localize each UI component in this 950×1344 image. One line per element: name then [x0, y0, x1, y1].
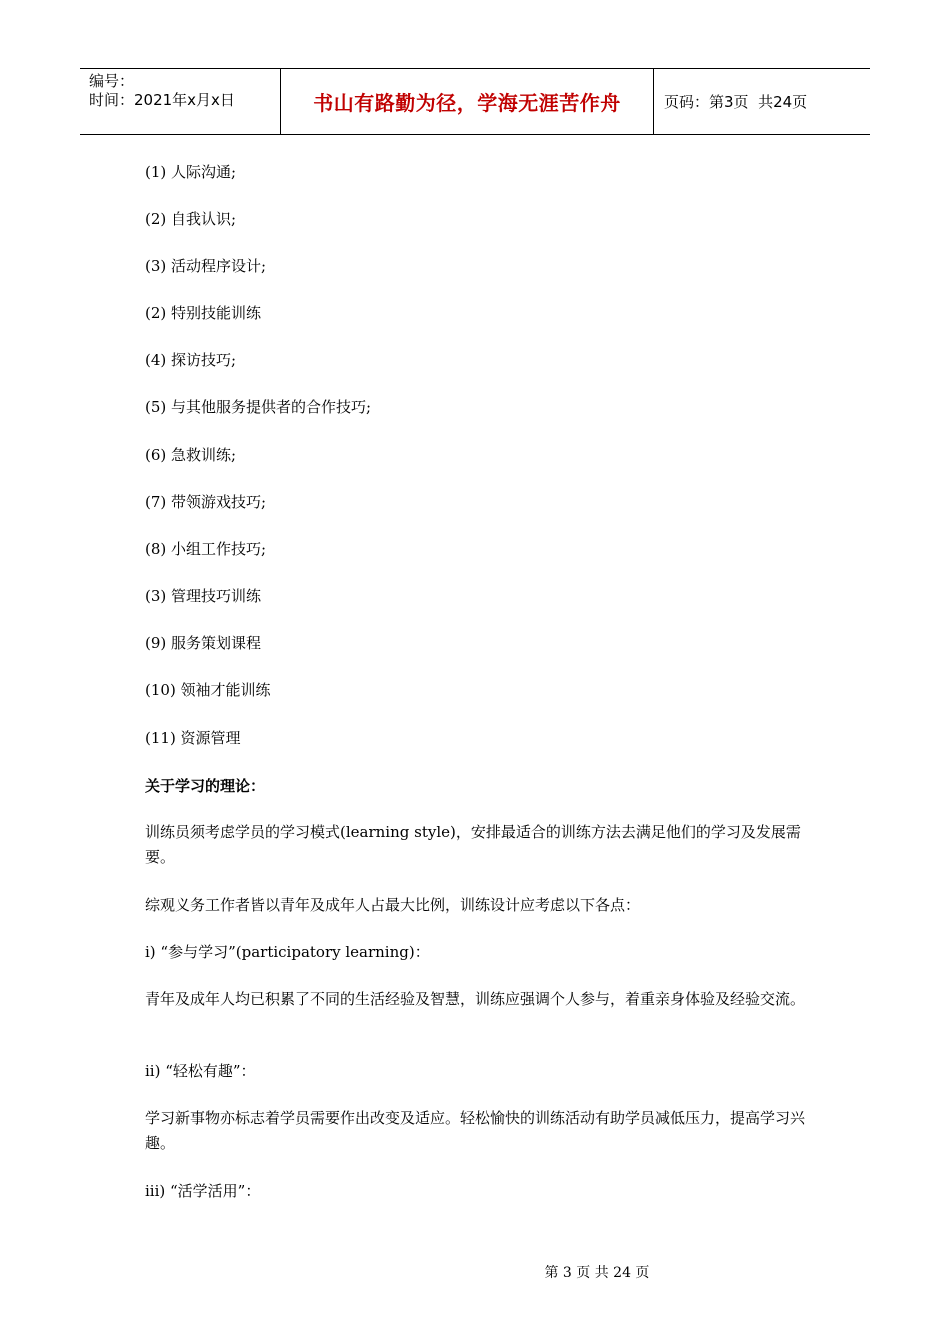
paragraph: 青年及成年人均已积累了不同的生活经验及智慧，训练应强调个人参与，着重亲身体验及经验交流。: [145, 990, 806, 1008]
list-item: (8) 小组工作技巧;: [145, 540, 267, 558]
list-item: (2) 特别技能训练: [145, 304, 262, 322]
section-heading: 关于学习的理论：: [145, 777, 266, 795]
list-item: (1) 人际沟通;: [145, 163, 237, 181]
header-page-info: 页码：第3页 共24页: [664, 93, 808, 111]
paragraph: 综观义务工作者皆以青年及成年人占最大比例，训练设计应考虑以下各点：: [145, 896, 641, 914]
list-item: (6) 急救训练;: [145, 446, 237, 464]
list-item: (11) 资源管理: [145, 729, 241, 747]
list-item: (3) 管理技巧训练: [145, 587, 262, 605]
paragraph: 学习新事物亦标志着学员需要作出改变及适应。轻松愉快的训练活动有助学员减低压力，提高学习兴趣。: [145, 1109, 806, 1152]
page-footer: [0, 1246, 950, 1282]
subheading: ii) “轻松有趣”：: [145, 1062, 256, 1080]
paragraph: 训练员须考虑学员的学习模式(learning style)，安排最适合的训练方法去满足他们的学习及发展需要。: [145, 823, 801, 866]
list-item: (4) 探访技巧;: [145, 351, 237, 369]
list-item: (10) 领袖才能训练: [145, 681, 271, 699]
list-item: (7) 带领游戏技巧;: [145, 493, 267, 511]
subheading: iii) “活学活用”：: [145, 1182, 261, 1200]
list-item: (9) 服务策划课程: [145, 634, 262, 652]
list-item: (3) 活动程序设计;: [145, 257, 267, 275]
list-item: (2) 自我认识;: [145, 210, 237, 228]
subheading: i) “参与学习”(participatory learning)：: [145, 943, 430, 961]
header-date-label: 时间：2021年x月x日: [89, 91, 235, 109]
header-number-label: 编号：: [89, 72, 135, 90]
list-item: (5) 与其他服务提供者的合作技巧;: [145, 398, 372, 416]
page-header: [80, 68, 870, 135]
footer-page-number: 第 3 页 共 24 页: [544, 1265, 650, 1281]
header-motto: 书山有路勤为径，学海无涯苦作舟: [281, 69, 654, 134]
header-meta-cell: [80, 69, 281, 134]
